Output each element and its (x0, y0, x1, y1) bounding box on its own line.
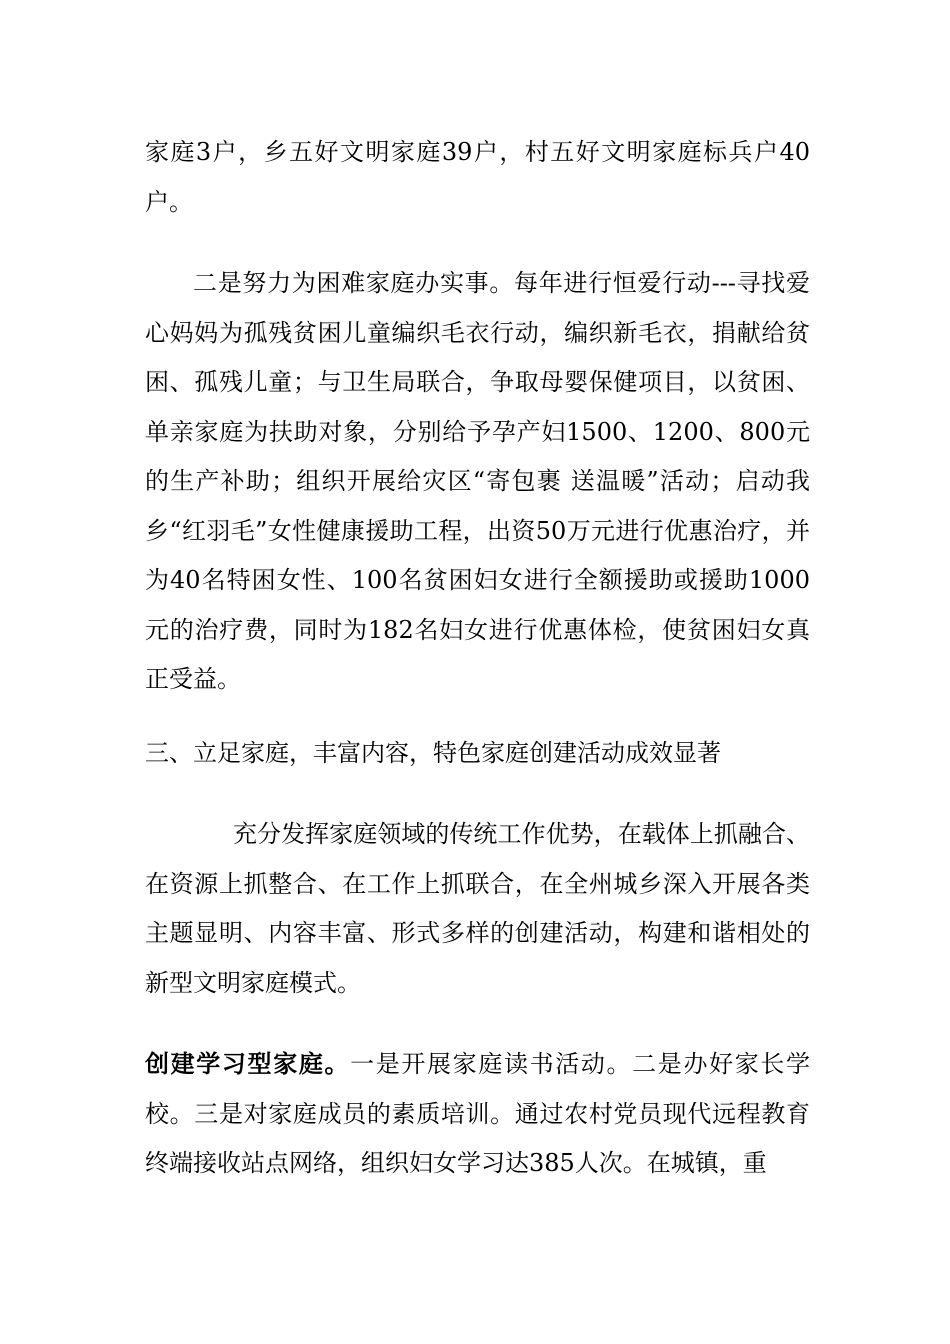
paragraph-family-work-advantages (145, 810, 810, 1008)
heading-text: 三、立足家庭，丰富内容，特色家庭创建活动成效显著 (145, 738, 721, 767)
document-body (145, 128, 810, 1189)
paragraph-text: 二是努力为困难家庭办实事。每年进行恒爱行动---寻找爱心妈妈为孤残贫困儿童编织毛衣行动，编织新毛衣，捐献给贫困、孤残儿童；与卫生局联合，争取母婴保健项目，以贫困、单亲家庭为扶助对象，分别给予孕产妇1500、1200、800元的生产补助；组织开展给灾区“寄包裹 送温暖”活动；启动我乡“红羽毛”女性健康援助工程，出资50万元进行优惠治疗，并为40名特困女性、100名贫困妇女进行全额援助或援助1000元的治疗费，同时为182名妇女进行优惠体检，使贫困妇女真正受益。 (145, 269, 810, 693)
paragraph-household-counts (145, 128, 810, 227)
bold-lead-phrase: 创建学习型家庭。 (145, 1050, 351, 1078)
paragraph-text: 充分发挥家庭领域的传统工作优势，在载体上抓融合、在资源上抓整合、在工作上抓联合，在全州城乡深入开展各类主题显明、内容丰富、形式多样的创建活动，构建和谐相处的新型文明家庭模式。 (145, 820, 810, 997)
paragraph-text: 家庭3户，乡五好文明家庭39户，村五好文明家庭标兵户40户。 (145, 138, 810, 216)
paragraph-difficult-families (145, 259, 810, 705)
paragraph-learning-families (145, 1040, 810, 1189)
section-heading-three (145, 729, 810, 779)
paragraph-text: 一是开展家庭读书活动。二是办好家长学校。三是对家庭成员的素质培训。通过农村党员现代远程教育终端接收站点网络，组织妇女学习达385人次。在城镇，重 (145, 1050, 811, 1177)
